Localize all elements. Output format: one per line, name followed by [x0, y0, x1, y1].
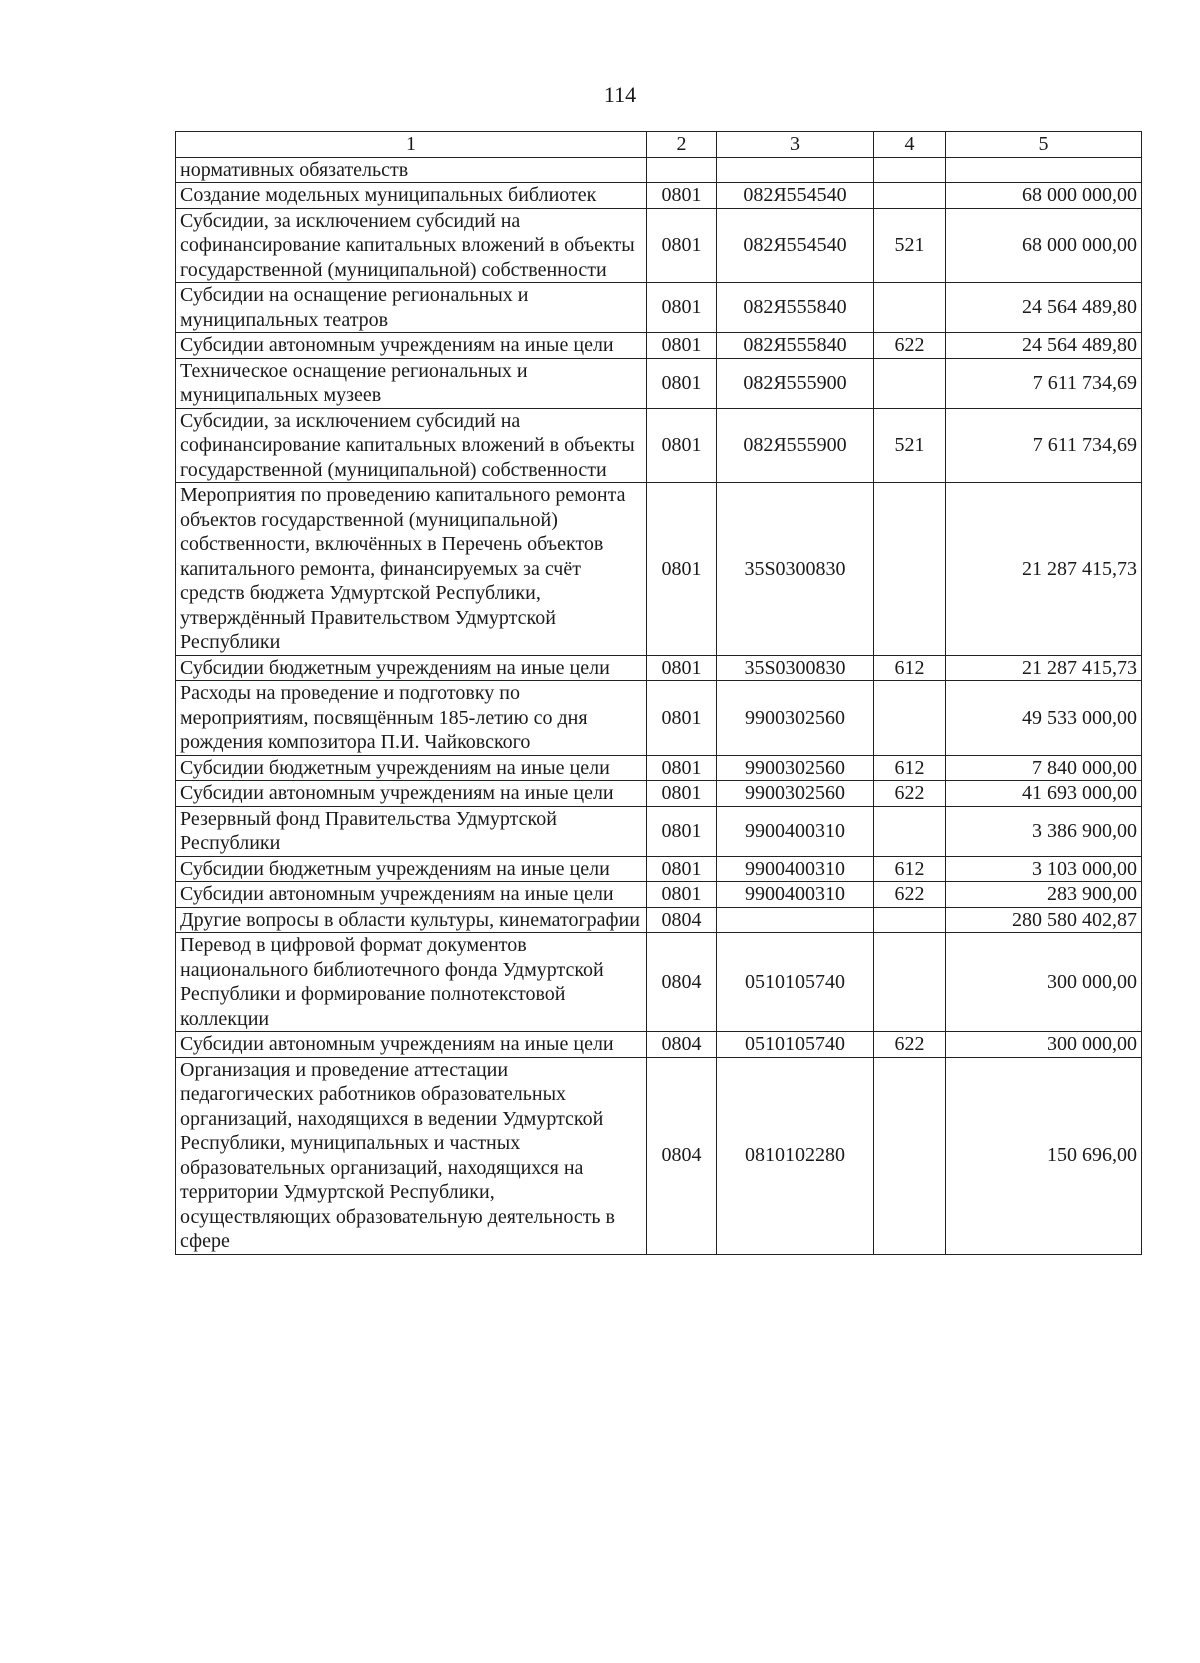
- row-code: 9900302560: [717, 781, 874, 807]
- row-section: 0801: [647, 183, 717, 209]
- row-code: 9900302560: [717, 755, 874, 781]
- row-amount: 3 103 000,00: [946, 856, 1142, 882]
- row-code: 082Я555840: [717, 333, 874, 359]
- row-code: 9900302560: [717, 681, 874, 756]
- row-code: [717, 907, 874, 933]
- table-row: [176, 1032, 1142, 1058]
- row-kind: [874, 358, 946, 408]
- row-section: 0801: [647, 856, 717, 882]
- row-name: Создание модельных муниципальных библиотек: [176, 183, 647, 209]
- row-name: Субсидии на оснащение региональных и муниципальных театров: [176, 283, 647, 333]
- row-section: 0801: [647, 755, 717, 781]
- row-kind: 521: [874, 208, 946, 283]
- table-row: [176, 856, 1142, 882]
- table-row: [176, 208, 1142, 283]
- row-kind: 612: [874, 655, 946, 681]
- row-section: 0801: [647, 806, 717, 856]
- row-kind: [874, 806, 946, 856]
- row-kind: 521: [874, 408, 946, 483]
- column-header-4: 4: [874, 132, 946, 158]
- row-name: Расходы на проведение и подготовку по мероприятиям, посвящённым 185-летию со дня рождения композитора П.И. Чайковского: [176, 681, 647, 756]
- row-name: Субсидии, за исключением субсидий на софинансирование капитальных вложений в объекты государственной (муниципальной) собственности: [176, 408, 647, 483]
- table-row: [176, 655, 1142, 681]
- row-code: 082Я555840: [717, 283, 874, 333]
- column-header-3: 3: [717, 132, 874, 158]
- row-code: [717, 157, 874, 183]
- budget-table: [175, 131, 1142, 1255]
- row-amount: 7 840 000,00: [946, 755, 1142, 781]
- column-header-5: 5: [946, 132, 1142, 158]
- row-name: Субсидии автономным учреждениям на иные цели: [176, 333, 647, 359]
- table-row: [176, 933, 1142, 1032]
- row-code: 9900400310: [717, 806, 874, 856]
- row-section: 0801: [647, 358, 717, 408]
- row-amount: [946, 157, 1142, 183]
- row-kind: 622: [874, 781, 946, 807]
- row-name: Субсидии, за исключением субсидий на софинансирование капитальных вложений в объекты государственной (муниципальной) собственности: [176, 208, 647, 283]
- row-amount: 3 386 900,00: [946, 806, 1142, 856]
- row-code: 0510105740: [717, 1032, 874, 1058]
- row-code: 082Я554540: [717, 208, 874, 283]
- row-section: 0804: [647, 907, 717, 933]
- row-amount: 24 564 489,80: [946, 283, 1142, 333]
- table-row: [176, 283, 1142, 333]
- row-name: Перевод в цифровой формат документов национального библиотечного фонда Удмуртской Республики и формирование полнотекстовой коллекции: [176, 933, 647, 1032]
- row-kind: 612: [874, 755, 946, 781]
- table-row: [176, 358, 1142, 408]
- row-amount: 21 287 415,73: [946, 483, 1142, 656]
- table-row: [176, 333, 1142, 359]
- row-kind: [874, 483, 946, 656]
- row-kind: [874, 157, 946, 183]
- row-amount: 280 580 402,87: [946, 907, 1142, 933]
- row-name: Техническое оснащение региональных и муниципальных музеев: [176, 358, 647, 408]
- table-row: [176, 1057, 1142, 1254]
- row-amount: 68 000 000,00: [946, 183, 1142, 209]
- row-name: Субсидии бюджетным учреждениям на иные цели: [176, 655, 647, 681]
- row-kind: 622: [874, 333, 946, 359]
- row-section: 0801: [647, 681, 717, 756]
- row-section: 0801: [647, 208, 717, 283]
- row-section: [647, 157, 717, 183]
- row-code: 35S0300830: [717, 655, 874, 681]
- row-amount: 7 611 734,69: [946, 408, 1142, 483]
- page-number: 114: [603, 82, 637, 107]
- row-kind: 622: [874, 882, 946, 908]
- table-row: [176, 183, 1142, 209]
- row-name: Субсидии автономным учреждениям на иные цели: [176, 1032, 647, 1058]
- row-code: 9900400310: [717, 856, 874, 882]
- row-name: Другие вопросы в области культуры, кинематографии: [176, 907, 647, 933]
- row-amount: 24 564 489,80: [946, 333, 1142, 359]
- row-code: 082Я555900: [717, 358, 874, 408]
- row-kind: 612: [874, 856, 946, 882]
- row-code: 082Я554540: [717, 183, 874, 209]
- row-name: Субсидии автономным учреждениям на иные цели: [176, 882, 647, 908]
- row-kind: [874, 183, 946, 209]
- row-section: 0801: [647, 655, 717, 681]
- row-code: 082Я555900: [717, 408, 874, 483]
- row-kind: [874, 681, 946, 756]
- table-row: [176, 907, 1142, 933]
- table-row: [176, 882, 1142, 908]
- row-section: 0801: [647, 781, 717, 807]
- table-row: [176, 781, 1142, 807]
- row-code: 0510105740: [717, 933, 874, 1032]
- row-section: 0801: [647, 882, 717, 908]
- row-amount: 49 533 000,00: [946, 681, 1142, 756]
- row-name: Организация и проведение аттестации педагогических работников образовательных организаций, находящихся в ведении Удмуртской Республики, муниципальных и частных образовательных организаций, находящихся на территории Удмуртской Республики, осуществляющих образовательную деятельность в сфере: [176, 1057, 647, 1254]
- row-kind: [874, 1057, 946, 1254]
- table-body: [176, 157, 1142, 1254]
- row-amount: 21 287 415,73: [946, 655, 1142, 681]
- column-header-2: 2: [647, 132, 717, 158]
- table-row: [176, 806, 1142, 856]
- row-name: Субсидии автономным учреждениям на иные цели: [176, 781, 647, 807]
- row-section: 0804: [647, 1057, 717, 1254]
- table-header-row: [176, 132, 1142, 158]
- table-row: [176, 755, 1142, 781]
- table-row: [176, 157, 1142, 183]
- row-amount: 7 611 734,69: [946, 358, 1142, 408]
- table-row: [176, 408, 1142, 483]
- table-row: [176, 681, 1142, 756]
- table-row: [176, 483, 1142, 656]
- column-header-1: 1: [176, 132, 647, 158]
- row-amount: 41 693 000,00: [946, 781, 1142, 807]
- row-amount: 283 900,00: [946, 882, 1142, 908]
- row-code: 0810102280: [717, 1057, 874, 1254]
- row-amount: 300 000,00: [946, 1032, 1142, 1058]
- row-section: 0801: [647, 408, 717, 483]
- row-name: Субсидии бюджетным учреждениям на иные цели: [176, 856, 647, 882]
- row-section: 0801: [647, 483, 717, 656]
- row-amount: 150 696,00: [946, 1057, 1142, 1254]
- row-section: 0804: [647, 1032, 717, 1058]
- row-amount: 300 000,00: [946, 933, 1142, 1032]
- row-kind: 622: [874, 1032, 946, 1058]
- row-name: нормативных обязательств: [176, 157, 647, 183]
- row-name: Субсидии бюджетным учреждениям на иные цели: [176, 755, 647, 781]
- row-section: 0801: [647, 333, 717, 359]
- row-code: 9900400310: [717, 882, 874, 908]
- row-kind: [874, 907, 946, 933]
- row-section: 0804: [647, 933, 717, 1032]
- row-amount: 68 000 000,00: [946, 208, 1142, 283]
- row-section: 0801: [647, 283, 717, 333]
- row-name: Резервный фонд Правительства Удмуртской Республики: [176, 806, 647, 856]
- row-code: 35S0300830: [717, 483, 874, 656]
- row-kind: [874, 283, 946, 333]
- row-name: Мероприятия по проведению капитального ремонта объектов государственной (муниципальной) собственности, включённых в Перечень объектов капитального ремонта, финансируемых за счёт средств бюджета Удмуртской Республики, утверждённый Правительством Удмуртской Республики: [176, 483, 647, 656]
- row-kind: [874, 933, 946, 1032]
